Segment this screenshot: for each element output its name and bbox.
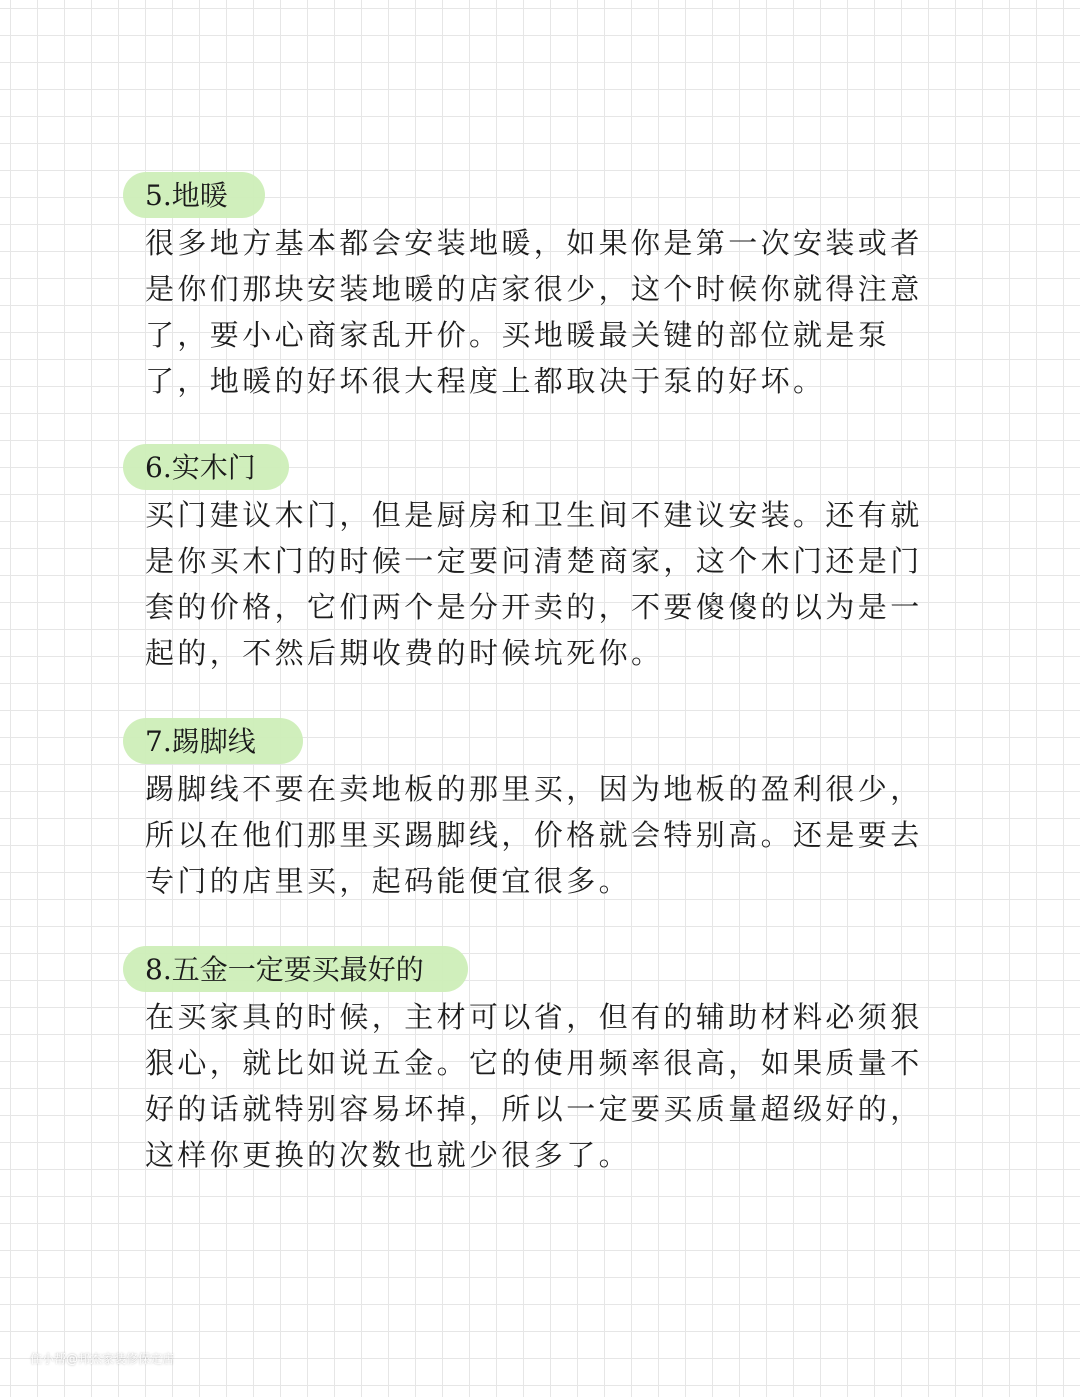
heading-row — [145, 172, 935, 220]
section-heading: 6.实木门 — [145, 451, 256, 484]
section-heading: 5.地暖 — [145, 179, 228, 212]
section-hardware — [145, 946, 935, 1178]
watermark-text: 住小帮@邦杰家装修保定店 — [30, 1352, 175, 1366]
section-skirting-line — [145, 718, 935, 904]
heading-row — [145, 444, 935, 492]
heading-row — [145, 946, 935, 994]
section-heading: 8.五金一定要买最好的 — [145, 953, 424, 986]
section-body: 踢脚线不要在卖地板的那里买，因为地板的盈利很少，所以在他们那里买踢脚线，价格就会特别高。还是要去专门的店里买，起码能便宜很多。 — [145, 772, 923, 898]
section-floor-heating — [145, 172, 935, 404]
section-body: 很多地方基本都会安装地暖，如果你是第一次安装或者是你们那块安装地暖的店家很少，这个时候你就得注意了，要小心商家乱开价。买地暖最关键的部位就是泵了，地暖的好坏很大程度上都取决于泵的好坏。 — [145, 226, 923, 398]
section-body: 买门建议木门，但是厨房和卫生间不建议安装。还有就是你买木门的时候一定要问清楚商家，这个木门还是门套的价格，它们两个是分开卖的，不要傻傻的以为是一起的，不然后期收费的时候坑死你。 — [145, 498, 923, 670]
section-heading: 7.踢脚线 — [145, 725, 256, 758]
heading-row — [145, 718, 935, 766]
section-body: 在买家具的时候，主材可以省，但有的辅助材料必须狠狠心，就比如说五金。它的使用频率很高，如果质量不好的话就特别容易坏掉，所以一定要买质量超级好的，这样你更换的次数也就少很多了。 — [145, 1000, 923, 1172]
section-solid-wood-door — [145, 444, 935, 676]
